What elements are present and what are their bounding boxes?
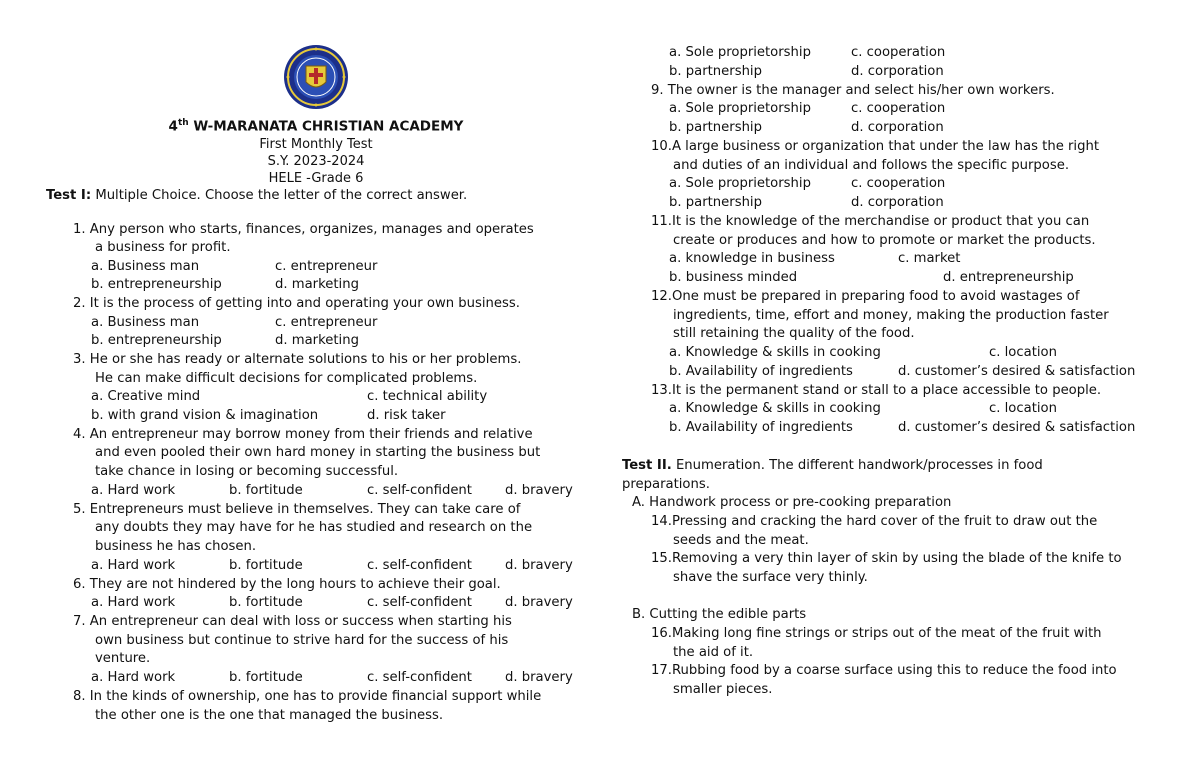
q12-option-d: d. customer’s desired & satisfaction [898, 364, 1136, 379]
q13-option-c: c. location [989, 401, 1057, 416]
q2-text: 2. It is the process of getting into and operating your own business. [73, 296, 520, 311]
q11-option-a: a. knowledge in business [669, 251, 835, 266]
q12-text: 12.One must be prepared in preparing food to avoid wastages of [651, 289, 1080, 304]
q1-option-a: a. Business man [91, 259, 200, 274]
q11-option-b: b. business minded [669, 270, 798, 285]
q12-option-b: b. Availability of ingredients [669, 364, 853, 379]
school-name: 4th W-MARANATA CHRISTIAN ACADEMY [168, 118, 464, 135]
q4-text-cont2: take chance in losing or becoming successful. [95, 464, 399, 479]
school-year: S.Y. 2023-2024 [267, 153, 365, 169]
exam-title: First Monthly Test [259, 136, 373, 152]
q8-option-a: a. Sole proprietorship [669, 45, 811, 60]
q5-option-c: c. self-confident [367, 558, 472, 573]
q9-option-a: a. Sole proprietorship [669, 101, 811, 116]
q4-option-b: b. fortitude [229, 483, 303, 498]
section-b-title: B. Cutting the edible parts [632, 607, 807, 622]
q7-option-a: a. Hard work [91, 670, 176, 685]
q7-option-b: b. fortitude [229, 670, 303, 685]
q6-option-d: d. bravery [505, 595, 573, 610]
q7-text: 7. An entrepreneur can deal with loss or success when starting his [73, 614, 512, 629]
q10-option-c: c. cooperation [851, 176, 946, 191]
q5-option-d: d. bravery [505, 558, 573, 573]
q9-option-b: b. partnership [669, 120, 762, 135]
q4-text: 4. An entrepreneur may borrow money from their friends and relative [73, 427, 533, 442]
q11-text: 11.It is the knowledge of the merchandise or product that you can [651, 214, 1090, 229]
q9-option-d: d. corporation [851, 120, 944, 135]
q5-option-b: b. fortitude [229, 558, 303, 573]
q10-text: 10.A large business or organization that under the law has the right [651, 139, 1100, 154]
test1-instructions: Test I: Multiple Choice. Choose the letter of the correct answer. [46, 188, 468, 203]
q4-option-d: d. bravery [505, 483, 573, 498]
q10-option-a: a. Sole proprietorship [669, 176, 811, 191]
q3-option-b: b. with grand vision & imagination [91, 408, 319, 423]
test2-instructions-cont: preparations. [622, 477, 710, 492]
q6-option-a: a. Hard work [91, 595, 176, 610]
q15-text: 15.Removing a very thin layer of skin by using the blade of the knife to [651, 551, 1122, 566]
q2-option-a: a. Business man [91, 315, 200, 330]
q14-text-cont: seeds and the meat. [673, 533, 809, 548]
q10-text-cont: and duties of an individual and follows the specific purpose. [673, 158, 1070, 173]
test2-instructions: Test II. Enumeration. The different handwork/processes in food [622, 458, 1043, 473]
q9-text: 9. The owner is the manager and select his/her own workers. [651, 83, 1055, 98]
q12-option-a: a. Knowledge & skills in cooking [669, 345, 881, 360]
q1-option-b: b. entrepreneurship [91, 277, 222, 292]
q8-text-cont: the other one is the one that managed the business. [95, 708, 444, 723]
q13-option-d: d. customer’s desired & satisfaction [898, 420, 1136, 435]
q17-text: 17.Rubbing food by a coarse surface using this to reduce the food into [651, 663, 1117, 678]
q12-text-cont2: still retaining the quality of the food. [673, 326, 915, 341]
q7-option-c: c. self-confident [367, 670, 472, 685]
q13-option-a: a. Knowledge & skills in cooking [669, 401, 881, 416]
q3-option-a: a. Creative mind [91, 389, 201, 404]
q4-option-a: a. Hard work [91, 483, 176, 498]
q15-text-cont: shave the surface very thinly. [673, 570, 868, 585]
q10-option-d: d. corporation [851, 195, 944, 210]
q1-option-c: c. entrepreneur [275, 259, 378, 274]
school-seal-icon [283, 44, 349, 110]
q1-option-d: d. marketing [275, 277, 359, 292]
section-a-title: A. Handwork process or pre-cooking preparation [632, 495, 952, 510]
q11-option-c: c. market [898, 251, 961, 266]
q12-option-c: c. location [989, 345, 1057, 360]
q2-option-c: c. entrepreneur [275, 315, 378, 330]
q13-option-b: b. Availability of ingredients [669, 420, 853, 435]
q5-text-cont: any doubts they may have for he has studied and research on the [95, 520, 533, 535]
q6-option-b: b. fortitude [229, 595, 303, 610]
q9-option-c: c. cooperation [851, 101, 946, 116]
q1-text: 1. Any person who starts, finances, organizes, manages and operates [73, 222, 534, 237]
q8-option-b: b. partnership [669, 64, 762, 79]
q2-option-d: d. marketing [275, 333, 359, 348]
subject-grade: HELE -Grade 6 [268, 170, 364, 186]
q13-text: 13.It is the permanent stand or stall to a place accessible to people. [651, 383, 1102, 398]
q5-option-a: a. Hard work [91, 558, 176, 573]
q10-option-b: b. partnership [669, 195, 762, 210]
test-header [46, 44, 586, 187]
q3-text-cont: He can make difficult decisions for complicated problems. [95, 371, 478, 386]
q5-text: 5. Entrepreneurs must believe in themselves. They can take care of [73, 502, 521, 517]
q16-text-cont: the aid of it. [673, 645, 754, 660]
q4-option-c: c. self-confident [367, 483, 472, 498]
q11-option-d: d. entrepreneurship [943, 270, 1074, 285]
q8-option-c: c. cooperation [851, 45, 946, 60]
q6-text: 6. They are not hindered by the long hours to achieve their goal. [73, 577, 501, 592]
q5-text-cont2: business he has chosen. [95, 539, 257, 554]
q6-option-c: c. self-confident [367, 595, 472, 610]
q12-text-cont: ingredients, time, effort and money, making the production faster [673, 308, 1109, 323]
q14-text: 14.Pressing and cracking the hard cover of the fruit to draw out the [651, 514, 1098, 529]
q16-text: 16.Making long fine strings or strips out of the meat of the fruit with [651, 626, 1102, 641]
q3-option-d: d. risk taker [367, 408, 446, 423]
q4-text-cont: and even pooled their own hard money in starting the business but [95, 445, 541, 460]
q17-text-cont: smaller pieces. [673, 682, 773, 697]
q8-text: 8. In the kinds of ownership, one has to provide financial support while [73, 689, 542, 704]
q7-text-cont: own business but continue to strive hard for the success of his [95, 633, 509, 648]
q7-option-d: d. bravery [505, 670, 573, 685]
q3-text: 3. He or she has ready or alternate solutions to his or her problems. [73, 352, 522, 367]
q1-text-cont: a business for profit. [95, 240, 231, 255]
q2-option-b: b. entrepreneurship [91, 333, 222, 348]
q7-text-cont2: venture. [95, 651, 151, 666]
q11-text-cont: create or produces and how to promote or market the products. [673, 233, 1096, 248]
q3-option-c: c. technical ability [367, 389, 488, 404]
q8-option-d: d. corporation [851, 64, 944, 79]
